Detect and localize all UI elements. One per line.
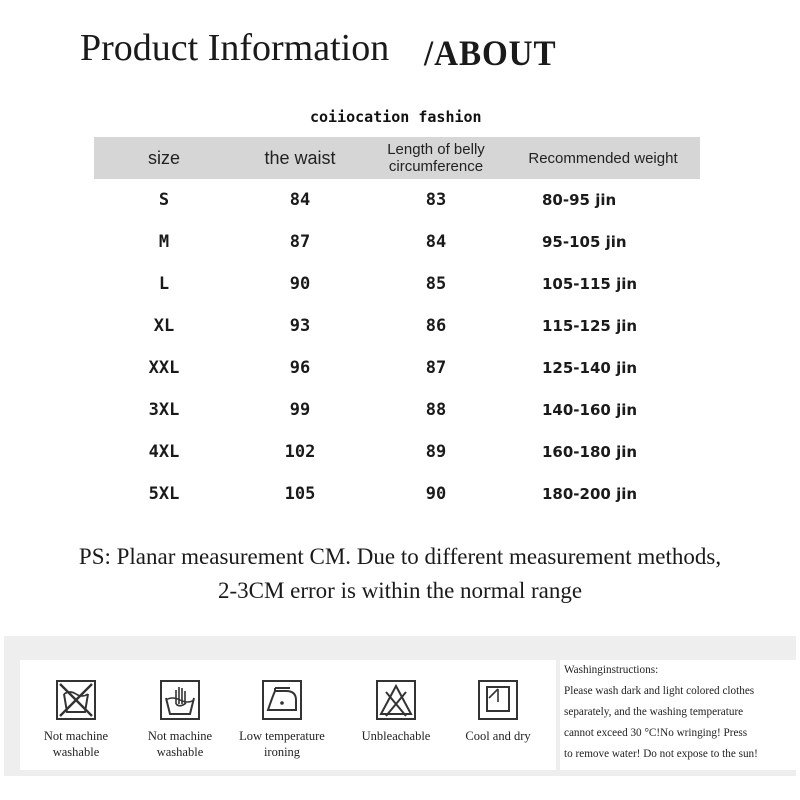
low-temp-iron-icon (260, 678, 304, 722)
note-line-1: PS: Planar measurement CM. Due to different measurement methods, (78, 544, 722, 569)
cell-waist: 84 (289, 190, 311, 210)
cell-size: XL (153, 316, 175, 336)
cell-weight: 140-160 jin (542, 401, 638, 419)
table-subtitle: coiiocation fashion (310, 108, 482, 126)
header-recommended-weight: Recommended weight (506, 137, 700, 179)
care-item (130, 678, 230, 760)
cell-belly-length: 88 (425, 400, 447, 420)
care-label: Not machine washable (147, 729, 213, 759)
cell-weight: 160-180 jin (542, 443, 638, 461)
cell-size: 3XL (148, 400, 180, 420)
cell-size: L (158, 274, 170, 294)
washing-instructions (560, 660, 796, 770)
table-row (94, 305, 700, 347)
cell-size: M (158, 232, 170, 252)
dry-flat-icon (476, 678, 520, 722)
cell-size: XXL (148, 358, 180, 378)
cell-waist: 87 (289, 232, 311, 252)
cell-waist: 96 (289, 358, 311, 378)
cell-belly-length: 89 (425, 442, 447, 462)
cell-weight: 95-105 jin (542, 233, 627, 251)
care-label: Low temperature ironing (239, 729, 325, 759)
cell-weight: 80-95 jin (542, 191, 617, 209)
cell-waist: 102 (284, 442, 316, 462)
care-label: Not machine washable (43, 729, 109, 759)
cell-waist: 90 (289, 274, 311, 294)
about-heading: /ABOUT (424, 33, 557, 73)
care-instructions-panel (4, 636, 796, 776)
table-row (94, 221, 700, 263)
cell-size: 4XL (148, 442, 180, 462)
hand-wash-icon (158, 678, 202, 722)
cell-waist: 99 (289, 400, 311, 420)
care-item (346, 678, 446, 744)
table-row (94, 179, 700, 221)
care-label: Cool and dry (465, 729, 531, 743)
washing-line: separately, and the washing temperature (564, 706, 744, 718)
header-belly-length: Length of belly circumference (366, 137, 506, 179)
washing-title: Washinginstructions: (564, 664, 659, 676)
no-machine-wash-icon (54, 678, 98, 722)
cell-belly-length: 84 (425, 232, 447, 252)
size-chart-table (94, 137, 700, 515)
cell-weight: 180-200 jin (542, 485, 638, 503)
table-row (94, 431, 700, 473)
care-icons-strip (20, 660, 556, 770)
washing-line: Please wash dark and light colored clothes (564, 685, 755, 697)
care-label: Unbleachable (361, 729, 431, 743)
table-row (94, 389, 700, 431)
cell-weight: 115-125 jin (542, 317, 638, 335)
washing-line: cannot exceed 30 °C!No wringing! Press (564, 727, 748, 739)
table-row (94, 347, 700, 389)
cell-waist: 93 (289, 316, 311, 336)
header-waist: the waist (234, 137, 366, 179)
cell-weight: 105-115 jin (542, 275, 638, 293)
cell-belly-length: 86 (425, 316, 447, 336)
cell-weight: 125-140 jin (542, 359, 638, 377)
table-row (94, 263, 700, 305)
care-item (232, 678, 332, 760)
header-size: size (94, 137, 234, 179)
cell-size: S (158, 190, 170, 210)
table-row (94, 473, 700, 515)
care-item (26, 678, 126, 760)
measurement-note (0, 540, 800, 608)
cell-belly-length: 90 (425, 484, 447, 504)
washing-line: to remove water! Do not expose to the sun! (564, 748, 758, 760)
no-bleach-icon (374, 678, 418, 722)
page-title: Product Information (80, 27, 390, 69)
care-item (448, 678, 548, 744)
cell-belly-length: 87 (425, 358, 447, 378)
table-header-row (94, 137, 700, 179)
cell-belly-length: 85 (425, 274, 447, 294)
cell-belly-length: 83 (425, 190, 447, 210)
cell-size: 5XL (148, 484, 180, 504)
table-body (94, 179, 700, 515)
note-line-2: 2-3CM error is within the normal range (217, 578, 583, 603)
cell-waist: 105 (284, 484, 316, 504)
